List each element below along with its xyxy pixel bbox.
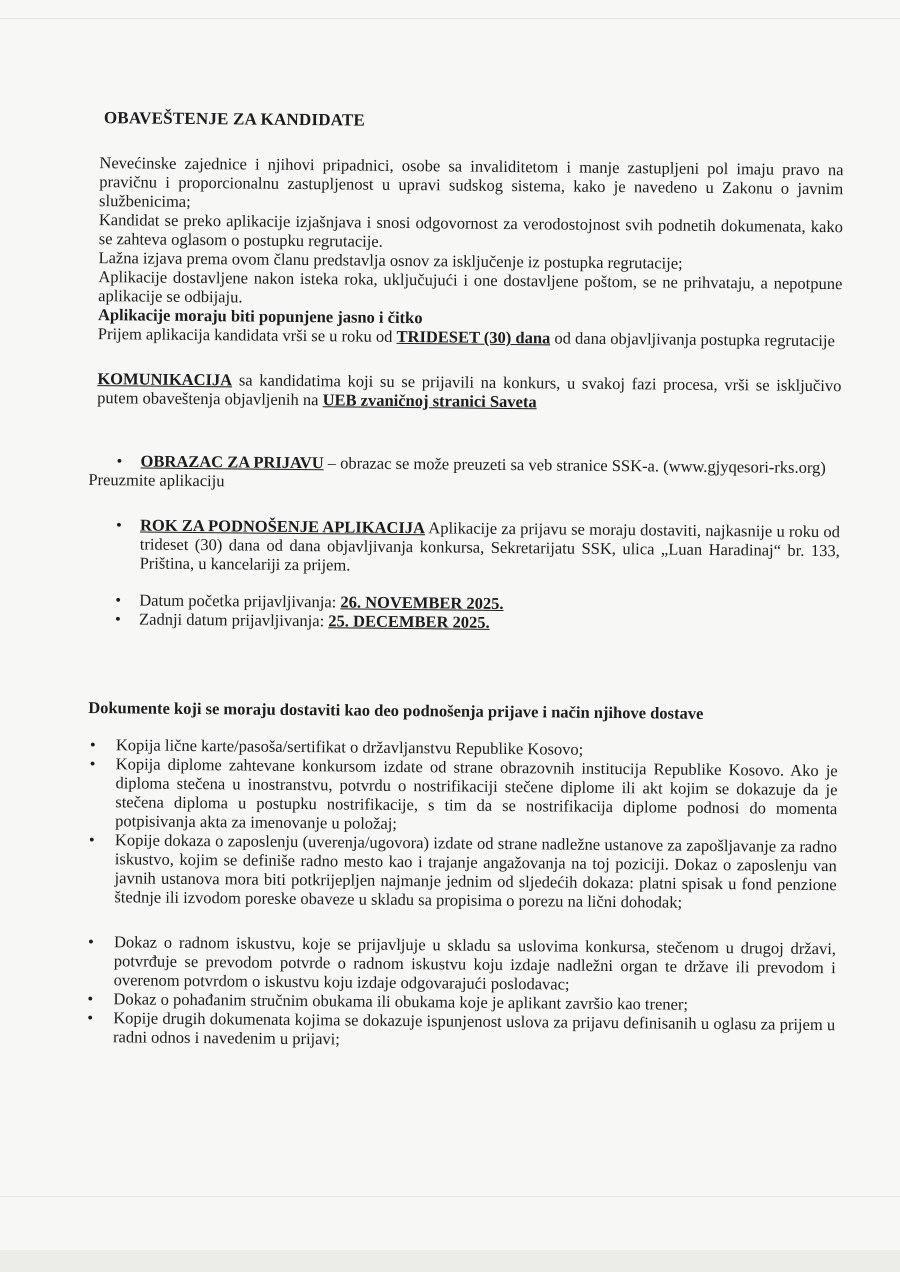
- bullet-icon: •: [115, 609, 121, 629]
- notice-paragraph-responsibility: Kandidat se preko aplikacije izjašnjava i snosi odgovornost za verodostojnost svih podnetih dokumenata, kako se zahteva oglasom o postupku regrutacije.: [98, 210, 843, 251]
- bullet-icon: •: [115, 590, 122, 610]
- notice-paragraph-late-applications: Aplikacije dostavljene nakon isteka roka, uključujući i one dostavljene poštom, se ne prihvataju, a nepotpune aplikacije se odbijaju.: [98, 267, 843, 307]
- document-text: Dokaz o pohađanim stručnim obukama ili obukama koje je aplikant završio kao trener;: [113, 989, 689, 1014]
- bullet-icon: •: [89, 754, 96, 774]
- documents-item-other-documents: [83, 1008, 835, 1053]
- document-body: [83, 108, 844, 1053]
- deadline-heading: ROK ZA PODNOŠENJE APLIKACIJA: [139, 515, 426, 538]
- documents-item-employment-proof: [84, 830, 837, 913]
- communication-section: [89, 369, 841, 414]
- documents-item-diploma: [85, 754, 838, 837]
- document-text: Kopija diplome zahtevane konkursom izdate od strane obrazovnih institucija Republike Kosovo. Ako je diploma stečena u inostranstvu, potvrdu o nostrifikaciji stečene diplome ili akt kojim se dokazuje da je stečena diploma u postupku nostrifikacije, s tim da se nostrifikacija diplome podnosi do momenta potpisivanja akta za imenovanje u položaj;: [115, 754, 838, 833]
- deadline-text-start: Prijem aplikacija kandidata vrši se u roku od: [97, 324, 393, 346]
- deadline-list: [88, 515, 841, 579]
- bullet-icon: •: [87, 1007, 94, 1028]
- bullet-icon: •: [87, 988, 94, 1009]
- documents-heading: Dokumente koji se moraju dostaviti kao deo podnošenja prijave i način njihove dostave: [88, 697, 704, 723]
- document-text: Kopija lične karte/pasoša/sertifikat o državljanstvu Republike Kosovo;: [115, 735, 584, 759]
- documents-item-foreign-experience: [84, 932, 837, 996]
- notice-paragraph-false-statement: Lažna izjava prema ovom članu predstavlja osnov za isključenje iz postupka regrutacije;: [98, 248, 683, 273]
- bullet-icon: •: [88, 830, 95, 850]
- notice-paragraph-legibility: Aplikacije moraju biti popunjene jasno i čitko: [97, 305, 423, 328]
- application-form-text: – obrazac se može preuzeti sa veb stranice SSK-a. (www.gjyqesori-rks.org): [327, 453, 826, 478]
- notice-paragraph-rights: Nevećinske zajednice i njihovi pripadnici, osobe sa invaliditetom i manje zastupljeni pol imaju pravo na pravičnu i proporcionalnu zastupljenost u upravi sudskog sistema, kako je navedeno u Zakonu o javnim službenicima;: [99, 153, 844, 211]
- end-date-value: 25. DECEMBER 2025.: [328, 611, 490, 632]
- council-website-link[interactable]: UEB zvaničnoj stranici Saveta: [322, 390, 537, 412]
- application-form-heading: OBRAZAC ZA PRIJAVU: [140, 451, 324, 473]
- notice-section: [90, 153, 844, 350]
- deadline-thirty-days: TRIDESET (30) dana: [396, 326, 551, 348]
- bullet-icon: •: [115, 515, 122, 535]
- deadline-item: [88, 515, 841, 579]
- scan-strip: [0, 1250, 900, 1272]
- communication-text: sa kandidatima koji su se prijavili na konkurs, u svakoj fazi procesa, vrši se isključivo putem obaveštenja objavljenih na: [97, 370, 842, 410]
- bullet-icon: •: [116, 451, 123, 471]
- deadline-text-end: od dana objavljivanja postupka regrutacije: [554, 328, 835, 351]
- end-date-label: Zadnji datum prijavljivanja:: [139, 609, 325, 631]
- documents-list: [84, 735, 838, 913]
- communication-heading: KOMUNIKACIJA: [97, 369, 233, 390]
- bullet-icon: •: [87, 932, 94, 952]
- bullet-icon: •: [89, 735, 96, 755]
- start-date-value: 26. NOVEMBER 2025.: [340, 592, 504, 613]
- start-date-label: Datum početka prijavljivanja:: [139, 590, 337, 612]
- download-application-link[interactable]: Preuzmite aplikaciju: [88, 469, 225, 491]
- communication-paragraph: [97, 369, 841, 414]
- documents-list-continued: [83, 932, 836, 1053]
- notice-title: OBAVEŠTENJE ZA KANDIDATE: [103, 108, 366, 130]
- dates-list: [87, 590, 839, 635]
- deadline-text: Aplikacije za prijavu se moraju dostaviti, najkasnije u roku od trideset (30) dana od dana objavljivanja konkursa, Sekretarijatu SSK, ulica „Luan Haradinaj“ br. 133, Priština, u kancelariji za prijem.: [139, 518, 841, 575]
- scan-edge-top: [0, 18, 900, 19]
- scan-edge-bottom: [0, 1196, 900, 1197]
- document-text: Dokaz o radnom iskustvu, koje se prijavljuje u skladu sa uslovima konkursa, stečenom u drugoj državi, potvrđuje se prevodom potvrde o radnom iskustvu koju izdaje nadležni organ te države ili prevodom i overenom potvrdom o iskustvu koju izdaje odgovarajući poslodavac;: [113, 932, 837, 994]
- document-text: Kopije dokaza o zaposlenju (uverenja/ugovora) izdate od strane nadležne ustanove za zapošljavanje za radno iskustvo, kojim se definiše radno mesto kao i trajanje angažovanja na toj poziciji. Dokaz o zaposlenju van javnih ustanova mora biti potkrijepljen najmanje jednim od sljedećih dokaza: platni spisak u fond penzione štednje ili izvodom poreske obaveze u skladu sa propisima o porezu na lični dohodak;: [114, 830, 838, 912]
- document-text: Kopije drugih dokumenata kojima se dokazuje ispunjenost uslova za prijavu definisanih u oglasu za prijem u radni odnos i navedenim u prijavi;: [112, 1008, 836, 1049]
